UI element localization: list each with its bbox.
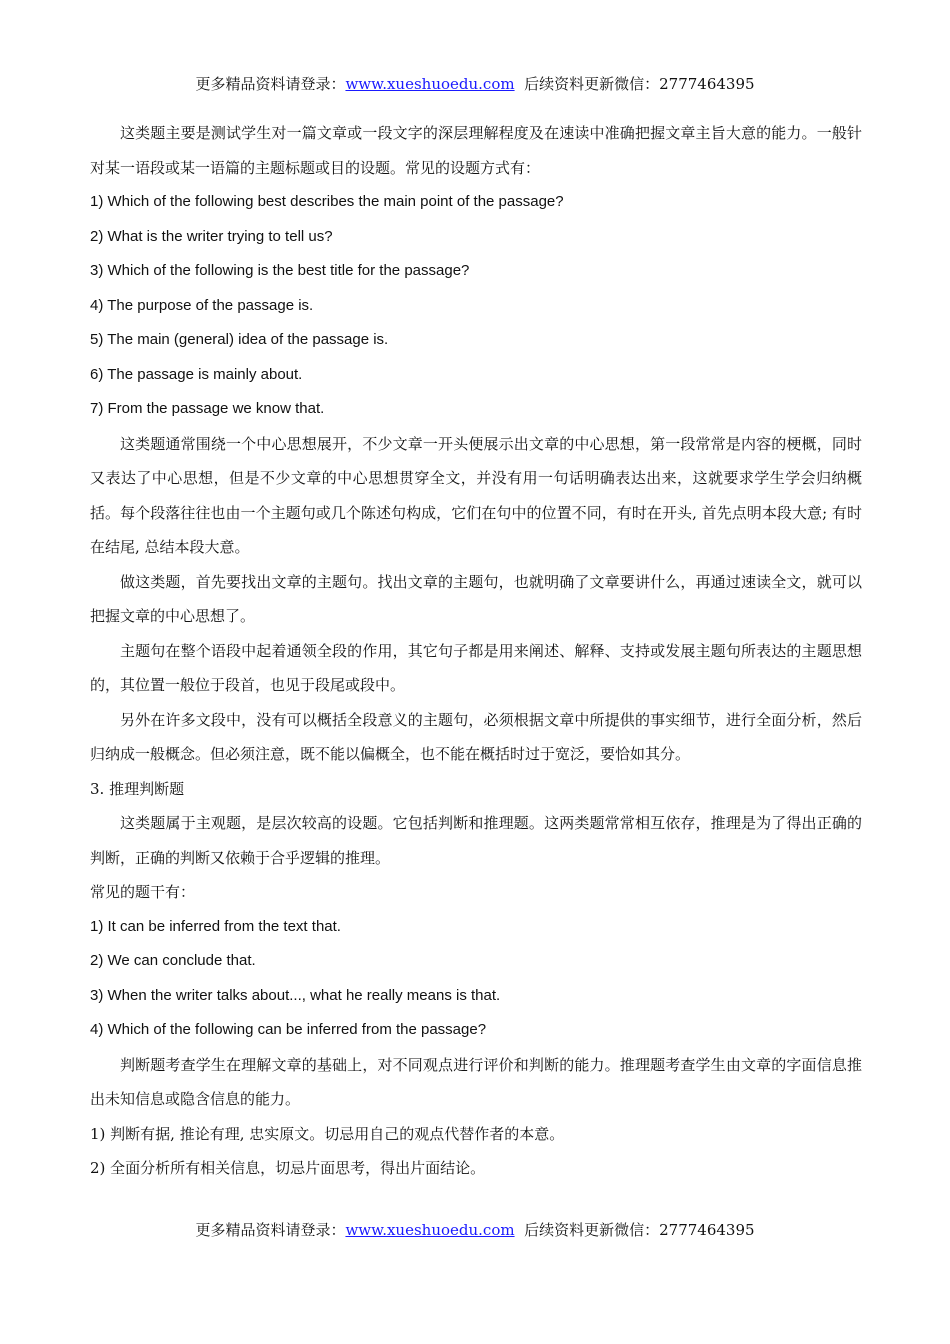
banner-suffix: 后续资料更新微信：2777464395 — [524, 1221, 755, 1239]
tip-2: 2) 全面分析所有相关信息，切忌片面思考，得出片面结论。 — [90, 1159, 486, 1177]
banner-link[interactable]: www.xueshuoedu.com — [345, 75, 515, 93]
section-heading-inference: 3. 推理判断题 — [90, 779, 185, 798]
paragraph-topic-sentence: 做这类题，首先要找出文章的主题句。找出文章的主题句，也就明确了文章要讲什么，再通过速读全文，就可以把握文章的中心思想了。 — [90, 572, 862, 625]
banner-prefix: 更多精品资料请登录： — [195, 1221, 346, 1239]
banner-prefix: 更多精品资料请登录： — [195, 75, 346, 93]
question-stem-4: 4) The purpose of the passage is. — [90, 296, 314, 314]
banner-link[interactable]: www.xueshuoedu.com — [345, 1221, 515, 1239]
question-stem-6: 6) The passage is mainly about. — [90, 365, 303, 383]
paragraph-judgement: 判断题考查学生在理解文章的基础上，对不同观点进行评价和判断的能力。推理题考查学生由文章的字面信息推出未知信息或隐含信息的能力。 — [90, 1055, 862, 1108]
question-stem-7: 7) From the passage we know that. — [90, 400, 325, 417]
document-body — [90, 116, 862, 1186]
paragraph-summarize: 另外在许多文段中，没有可以概括全段意义的主题句，必须根据文章中所提供的事实细节，进行全面分析，然后归纳成一般概念。但必须注意，既不能以偏概全，也不能在概括时过于宽泛，要恰如其分。 — [90, 710, 862, 763]
inference-stem-2: 2) We can conclude that. — [90, 952, 256, 969]
question-stem-3: 3) Which of the following is the best title for the passage? — [90, 262, 470, 279]
paragraph-main-idea: 这类题通常围绕一个中心思想展开，不少文章一开头便展示出文章的中心思想，第一段常常是内容的梗概，同时又表达了中心思想，但是不少文章的中心思想贯穿全文，并没有用一句话明确表达出来，这就要求学生学会归纳概括。每个段落往往也由一个主题句或几个陈述句构成，它们在句中的位置不同，有时在开头, 首先点明本段大意; 有时在结尾, 总结本段大意。 — [90, 434, 862, 556]
footer-banner — [0, 1220, 950, 1240]
question-stem-5: 5) The main (general) idea of the passage is. — [90, 331, 389, 348]
inference-stem-3: 3) When the writer talks about..., what he really means is that. — [90, 986, 501, 1004]
question-stem-1: 1) Which of the following best describes the main point of the passage? — [90, 193, 564, 210]
common-stems-label: 常见的题干有： — [90, 883, 196, 901]
inference-stem-1: 1) It can be inferred from the text that. — [90, 917, 341, 935]
inference-stem-4: 4) Which of the following can be inferred from the passage? — [90, 1021, 487, 1038]
paragraph-topic-role: 主题句在整个语段中起着通领全段的作用，其它句子都是用来阐述、解释、支持或发展主题句所表达的主题思想的，其位置一般位于段首，也见于段尾或段中。 — [90, 641, 862, 694]
paragraph-intro: 这类题主要是测试学生对一篇文章或一段文字的深层理解程度及在速读中准确把握文章主旨大意的能力。一般针对某一语段或某一语篇的主题标题或目的设题。常见的设题方式有： — [90, 124, 862, 177]
tip-1: 1) 判断有据, 推论有理, 忠实原文。切忌用自己的观点代替作者的本意。 — [90, 1124, 565, 1143]
banner-suffix: 后续资料更新微信：2777464395 — [524, 75, 755, 93]
question-stem-2: 2) What is the writer trying to tell us? — [90, 227, 333, 245]
paragraph-inference-intro: 这类题属于主观题，是层次较高的设题。它包括判断和推理题。这两类题常常相互依存，推理是为了得出正确的判断，正确的判断又依赖于合乎逻辑的推理。 — [90, 814, 862, 867]
header-banner — [0, 74, 950, 94]
